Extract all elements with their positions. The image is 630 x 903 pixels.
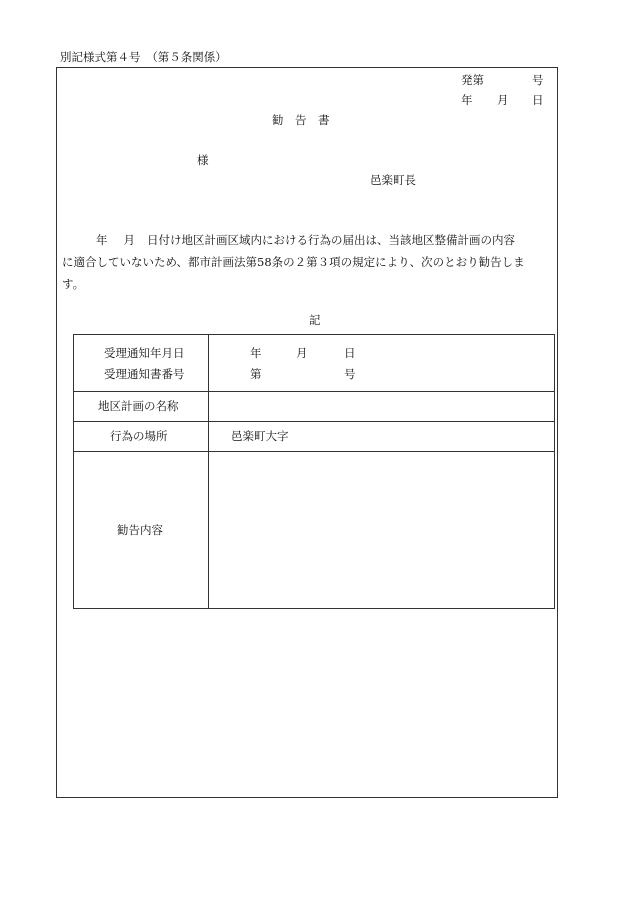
- body-text: [62, 229, 558, 295]
- issue-number-prefix: 発第: [461, 73, 484, 87]
- receipt-number-label: 受理通知書番号: [104, 367, 185, 381]
- sender-name: 邑楽町長: [370, 173, 416, 187]
- body-line-1: 日付け地区計画区域内における行為の届出は、当該地区整備計画の内容: [147, 233, 515, 247]
- action-location-label: 行為の場所: [110, 429, 168, 443]
- issue-number-suffix: 号: [532, 73, 544, 87]
- receipt-number-suffix: 号: [344, 367, 356, 381]
- receipt-date-month: 月: [296, 346, 308, 360]
- header-date-day: 日: [532, 93, 544, 107]
- table-row-divider: [74, 421, 554, 422]
- body-date-year: 年: [96, 233, 108, 247]
- notice-table: [73, 334, 555, 609]
- receipt-number-prefix: 第: [250, 367, 262, 381]
- table-row-divider: [74, 391, 554, 392]
- recommendation-content-label: 勧告内容: [117, 523, 163, 537]
- table-column-divider: [208, 335, 209, 608]
- action-location-value: 邑楽町大字: [231, 429, 289, 443]
- body-line-3: す。: [62, 277, 85, 291]
- ki-mark: 記: [309, 313, 321, 327]
- district-plan-name-label: 地区計画の名称: [98, 399, 179, 413]
- addressee-suffix: 様: [197, 153, 209, 167]
- receipt-date-label: 受理通知年月日: [104, 346, 185, 360]
- document-title: 勧 告 書: [272, 113, 330, 127]
- body-line-2: に適合していないため、都市計画法第58条の２第３項の規定により、次のとおり勧告しま: [62, 255, 525, 269]
- table-row-divider: [74, 451, 554, 452]
- body-date-month: 月: [123, 233, 135, 247]
- receipt-date-day: 日: [344, 346, 356, 360]
- header-date-year: 年: [461, 93, 473, 107]
- header-date-month: 月: [497, 93, 509, 107]
- receipt-date-year: 年: [250, 346, 262, 360]
- form-label: 別記様式第４号 （第５条関係）: [60, 50, 227, 64]
